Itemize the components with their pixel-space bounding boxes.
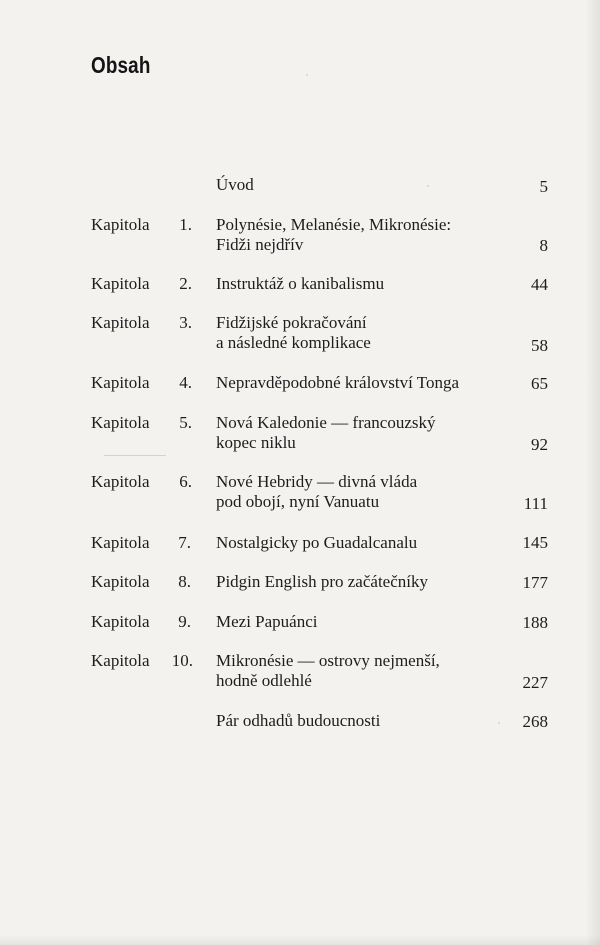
chapter-number: 3. bbox=[179, 313, 192, 332]
scan-dot bbox=[498, 722, 500, 724]
toc-entry-title bbox=[216, 651, 440, 691]
toc-entry-title bbox=[216, 612, 318, 632]
toc-entry-title-line: Mikronésie — ostrovy nejmenší, bbox=[216, 651, 440, 670]
toc-entry-title-line: Polynésie, Melanésie, Mikronésie: bbox=[216, 215, 452, 234]
chapter-label: Kapitola bbox=[91, 313, 150, 332]
chapter-label: Kapitola bbox=[91, 533, 150, 552]
toc-entry-title-line: a následné komplikace bbox=[216, 333, 371, 352]
toc-entry-page: 65 bbox=[531, 374, 548, 393]
chapter-number: 2. bbox=[179, 274, 192, 293]
scan-dot bbox=[427, 185, 429, 187]
toc-entry-title bbox=[216, 313, 371, 353]
toc-entry-title-line: Mezi Papuánci bbox=[216, 612, 318, 631]
toc-entry-title bbox=[216, 413, 436, 453]
toc-entry-title bbox=[216, 215, 451, 255]
toc-entry-title-line: Pidgin English pro začátečníky bbox=[216, 572, 428, 591]
toc-entry-page: 58 bbox=[531, 336, 548, 355]
toc-entry-title bbox=[216, 572, 428, 592]
chapter-label: Kapitola bbox=[91, 651, 150, 670]
toc-entry-title bbox=[216, 533, 417, 553]
toc-entry-title-line: Nepravděpodobné království Tonga bbox=[216, 373, 460, 392]
chapter-number: 5. bbox=[179, 413, 192, 432]
scan-dot bbox=[306, 74, 308, 76]
toc-entry-title-line: kopec niklu bbox=[216, 433, 296, 452]
toc-entry-page: 44 bbox=[531, 275, 548, 294]
toc-entry-title-line: Fidžijské pokračování bbox=[216, 313, 367, 332]
toc-entry-title bbox=[216, 711, 380, 731]
chapter-number: 1. bbox=[179, 215, 192, 234]
chapter-number: 6. bbox=[179, 472, 192, 491]
toc-entry-title bbox=[216, 373, 459, 393]
toc-entry-title-line: pod obojí, nyní Vanuatu bbox=[216, 492, 380, 511]
toc-entry-page: 227 bbox=[522, 673, 548, 692]
toc-entry-page: 92 bbox=[531, 435, 548, 454]
toc-entry-page: 145 bbox=[522, 533, 548, 552]
toc-entry-title-line: Pár odhadů budoucnosti bbox=[216, 711, 381, 730]
chapter-number: 9. bbox=[178, 612, 191, 631]
chapter-number: 10. bbox=[171, 651, 193, 670]
chapter-number: 8. bbox=[178, 572, 191, 591]
chapter-label: Kapitola bbox=[91, 472, 150, 491]
scan-smudge bbox=[104, 455, 166, 456]
toc-entry-title-line: Nové Hebridy — divná vláda bbox=[216, 472, 418, 491]
toc-entry-page: 5 bbox=[539, 177, 548, 196]
chapter-label: Kapitola bbox=[91, 612, 150, 631]
toc-entry-page: 177 bbox=[522, 573, 548, 592]
chapter-number: 4. bbox=[179, 373, 192, 392]
toc-entry-page: 8 bbox=[539, 236, 548, 255]
toc-entry-title bbox=[216, 175, 254, 195]
chapter-label: Kapitola bbox=[91, 274, 150, 293]
toc-entry-page: 111 bbox=[523, 494, 548, 513]
toc-entry-title-line: Úvod bbox=[216, 175, 254, 194]
toc-entry-title bbox=[216, 472, 417, 512]
chapter-label: Kapitola bbox=[91, 413, 150, 432]
toc-entry-title-line: Nová Kaledonie — francouzský bbox=[216, 413, 436, 432]
toc-entry-page: 188 bbox=[522, 613, 548, 632]
toc-entry-title-line: Fidži nejdřív bbox=[216, 235, 304, 254]
toc-entry-title-line: Instruktáž o kanibalismu bbox=[216, 274, 385, 293]
chapter-label: Kapitola bbox=[91, 572, 150, 591]
chapter-number: 7. bbox=[178, 533, 191, 552]
page-title: Obsah bbox=[91, 52, 151, 78]
chapter-label: Kapitola bbox=[91, 215, 150, 234]
toc-entry-page: 268 bbox=[522, 712, 548, 731]
page-bottom-shadow bbox=[0, 935, 600, 945]
toc-entry-title-line: Nostalgicky po Guadalcanalu bbox=[216, 533, 418, 552]
toc-entry-title-line: hodně odlehlé bbox=[216, 671, 312, 690]
page-edge-shadow bbox=[586, 0, 600, 945]
chapter-label: Kapitola bbox=[91, 373, 150, 392]
toc-entry-title bbox=[216, 274, 384, 294]
